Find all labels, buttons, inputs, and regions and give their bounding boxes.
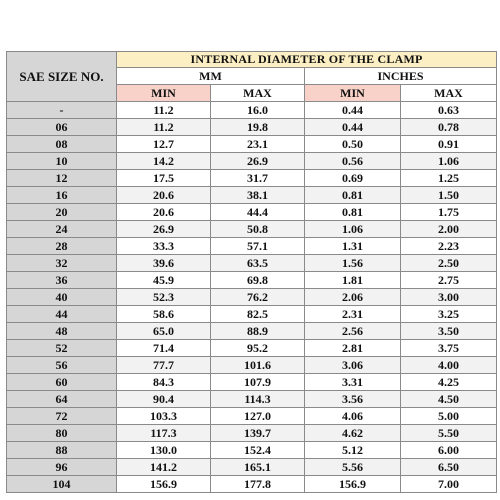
inches-max-cell: 7.00	[401, 476, 497, 493]
mm-max-cell: 165.1	[211, 459, 305, 476]
inches-min-cell: 156.9	[305, 476, 401, 493]
inches-min-cell: 1.56	[305, 255, 401, 272]
mm-min-cell: 103.3	[117, 408, 211, 425]
inches-min-cell: 4.06	[305, 408, 401, 425]
mm-min-cell: 11.2	[117, 119, 211, 136]
inches-max-cell: 3.00	[401, 289, 497, 306]
sae-size-cell: 72	[7, 408, 117, 425]
sae-size-cell: 28	[7, 238, 117, 255]
mm-min-cell: 52.3	[117, 289, 211, 306]
inches-max-cell: 4.25	[401, 374, 497, 391]
mm-max-header: MAX	[211, 85, 305, 102]
inches-min-cell: 3.06	[305, 357, 401, 374]
inches-max-cell: 3.50	[401, 323, 497, 340]
inches-min-cell: 0.44	[305, 119, 401, 136]
inches-min-cell: 0.81	[305, 187, 401, 204]
mm-min-cell: 20.6	[117, 204, 211, 221]
table-row	[7, 476, 497, 493]
table-row	[7, 102, 497, 119]
mm-min-cell: 33.3	[117, 238, 211, 255]
mm-max-cell: 38.1	[211, 187, 305, 204]
mm-max-cell: 101.6	[211, 357, 305, 374]
mm-min-cell: 12.7	[117, 136, 211, 153]
mm-max-cell: 19.8	[211, 119, 305, 136]
sae-size-cell: 10	[7, 153, 117, 170]
mm-min-cell: 17.5	[117, 170, 211, 187]
inches-max-cell: 4.50	[401, 391, 497, 408]
mm-min-header: MIN	[117, 85, 211, 102]
inches-max-cell: 5.50	[401, 425, 497, 442]
sae-size-cell: 96	[7, 459, 117, 476]
internal-diameter-header: INTERNAL DIAMETER OF THE CLAMP	[117, 52, 497, 68]
mm-max-cell: 50.8	[211, 221, 305, 238]
table-row	[7, 374, 497, 391]
mm-min-cell: 130.0	[117, 442, 211, 459]
mm-max-cell: 152.4	[211, 442, 305, 459]
sae-size-cell: -	[7, 102, 117, 119]
mm-max-cell: 57.1	[211, 238, 305, 255]
inches-max-cell: 2.50	[401, 255, 497, 272]
table-row	[7, 391, 497, 408]
sae-size-cell: 06	[7, 119, 117, 136]
table-row	[7, 204, 497, 221]
mm-max-cell: 44.4	[211, 204, 305, 221]
inches-max-cell: 2.00	[401, 221, 497, 238]
mm-min-cell: 156.9	[117, 476, 211, 493]
mm-max-cell: 139.7	[211, 425, 305, 442]
sae-size-cell: 40	[7, 289, 117, 306]
inches-max-cell: 6.50	[401, 459, 497, 476]
sae-size-cell: 44	[7, 306, 117, 323]
sae-size-cell: 48	[7, 323, 117, 340]
table-row	[7, 136, 497, 153]
inches-min-cell: 2.06	[305, 289, 401, 306]
table-row	[7, 425, 497, 442]
mm-min-cell: 90.4	[117, 391, 211, 408]
table-row	[7, 340, 497, 357]
inches-min-cell: 3.31	[305, 374, 401, 391]
sae-size-cell: 36	[7, 272, 117, 289]
table-row	[7, 459, 497, 476]
mm-min-cell: 45.9	[117, 272, 211, 289]
inches-min-cell: 5.12	[305, 442, 401, 459]
sae-size-cell: 56	[7, 357, 117, 374]
mm-max-cell: 88.9	[211, 323, 305, 340]
mm-max-cell: 177.8	[211, 476, 305, 493]
inches-min-cell: 2.56	[305, 323, 401, 340]
inches-min-cell: 4.62	[305, 425, 401, 442]
mm-min-cell: 84.3	[117, 374, 211, 391]
table-row	[7, 442, 497, 459]
inches-max-cell: 3.25	[401, 306, 497, 323]
sae-size-header: SAE SIZE NO.	[7, 52, 117, 102]
sae-size-cell: 16	[7, 187, 117, 204]
mm-max-cell: 26.9	[211, 153, 305, 170]
sae-size-cell: 12	[7, 170, 117, 187]
inches-max-cell: 1.25	[401, 170, 497, 187]
mm-max-cell: 76.2	[211, 289, 305, 306]
inches-min-cell: 2.31	[305, 306, 401, 323]
inches-max-cell: 4.00	[401, 357, 497, 374]
mm-header: MM	[117, 68, 305, 85]
table-row	[7, 255, 497, 272]
clamp-size-table	[6, 51, 497, 493]
mm-min-cell: 11.2	[117, 102, 211, 119]
mm-min-cell: 26.9	[117, 221, 211, 238]
inches-max-cell: 1.06	[401, 153, 497, 170]
mm-min-cell: 39.6	[117, 255, 211, 272]
inches-min-cell: 0.56	[305, 153, 401, 170]
inches-min-cell: 1.06	[305, 221, 401, 238]
table-row	[7, 238, 497, 255]
table-row	[7, 323, 497, 340]
inches-min-cell: 5.56	[305, 459, 401, 476]
mm-min-cell: 117.3	[117, 425, 211, 442]
inches-min-cell: 0.81	[305, 204, 401, 221]
mm-max-cell: 23.1	[211, 136, 305, 153]
inches-min-cell: 1.31	[305, 238, 401, 255]
inches-max-cell: 2.75	[401, 272, 497, 289]
mm-max-cell: 63.5	[211, 255, 305, 272]
table-row	[7, 170, 497, 187]
table-row	[7, 153, 497, 170]
mm-min-cell: 77.7	[117, 357, 211, 374]
inches-max-cell: 1.75	[401, 204, 497, 221]
table-row	[7, 187, 497, 204]
mm-max-cell: 82.5	[211, 306, 305, 323]
sae-size-cell: 80	[7, 425, 117, 442]
table-body	[7, 102, 497, 493]
inches-max-cell: 2.23	[401, 238, 497, 255]
mm-min-cell: 14.2	[117, 153, 211, 170]
mm-min-cell: 71.4	[117, 340, 211, 357]
table-row	[7, 408, 497, 425]
mm-min-cell: 20.6	[117, 187, 211, 204]
mm-max-cell: 127.0	[211, 408, 305, 425]
mm-max-cell: 95.2	[211, 340, 305, 357]
sae-size-cell: 32	[7, 255, 117, 272]
sae-size-cell: 88	[7, 442, 117, 459]
table-row	[7, 289, 497, 306]
sae-size-cell: 08	[7, 136, 117, 153]
table-row	[7, 357, 497, 374]
inches-min-cell: 0.69	[305, 170, 401, 187]
sae-size-cell: 104	[7, 476, 117, 493]
header-row-main	[7, 52, 497, 68]
sae-size-cell: 24	[7, 221, 117, 238]
table-row	[7, 272, 497, 289]
inches-max-cell: 0.78	[401, 119, 497, 136]
sae-size-cell: 20	[7, 204, 117, 221]
inches-max-cell: 0.91	[401, 136, 497, 153]
mm-min-cell: 58.6	[117, 306, 211, 323]
inches-max-header: MAX	[401, 85, 497, 102]
table-row	[7, 306, 497, 323]
table-row	[7, 119, 497, 136]
sae-size-cell: 52	[7, 340, 117, 357]
inches-max-cell: 3.75	[401, 340, 497, 357]
inches-min-cell: 2.81	[305, 340, 401, 357]
inches-header: INCHES	[305, 68, 497, 85]
mm-max-cell: 107.9	[211, 374, 305, 391]
inches-max-cell: 5.00	[401, 408, 497, 425]
mm-max-cell: 31.7	[211, 170, 305, 187]
mm-max-cell: 16.0	[211, 102, 305, 119]
inches-max-cell: 6.00	[401, 442, 497, 459]
sae-size-cell: 60	[7, 374, 117, 391]
sae-size-cell: 64	[7, 391, 117, 408]
inches-min-cell: 0.50	[305, 136, 401, 153]
inches-min-cell: 0.44	[305, 102, 401, 119]
inches-min-cell: 1.81	[305, 272, 401, 289]
mm-min-cell: 141.2	[117, 459, 211, 476]
table-row	[7, 221, 497, 238]
inches-max-cell: 1.50	[401, 187, 497, 204]
mm-max-cell: 114.3	[211, 391, 305, 408]
inches-max-cell: 0.63	[401, 102, 497, 119]
inches-min-header: MIN	[305, 85, 401, 102]
mm-max-cell: 69.8	[211, 272, 305, 289]
mm-min-cell: 65.0	[117, 323, 211, 340]
inches-min-cell: 3.56	[305, 391, 401, 408]
